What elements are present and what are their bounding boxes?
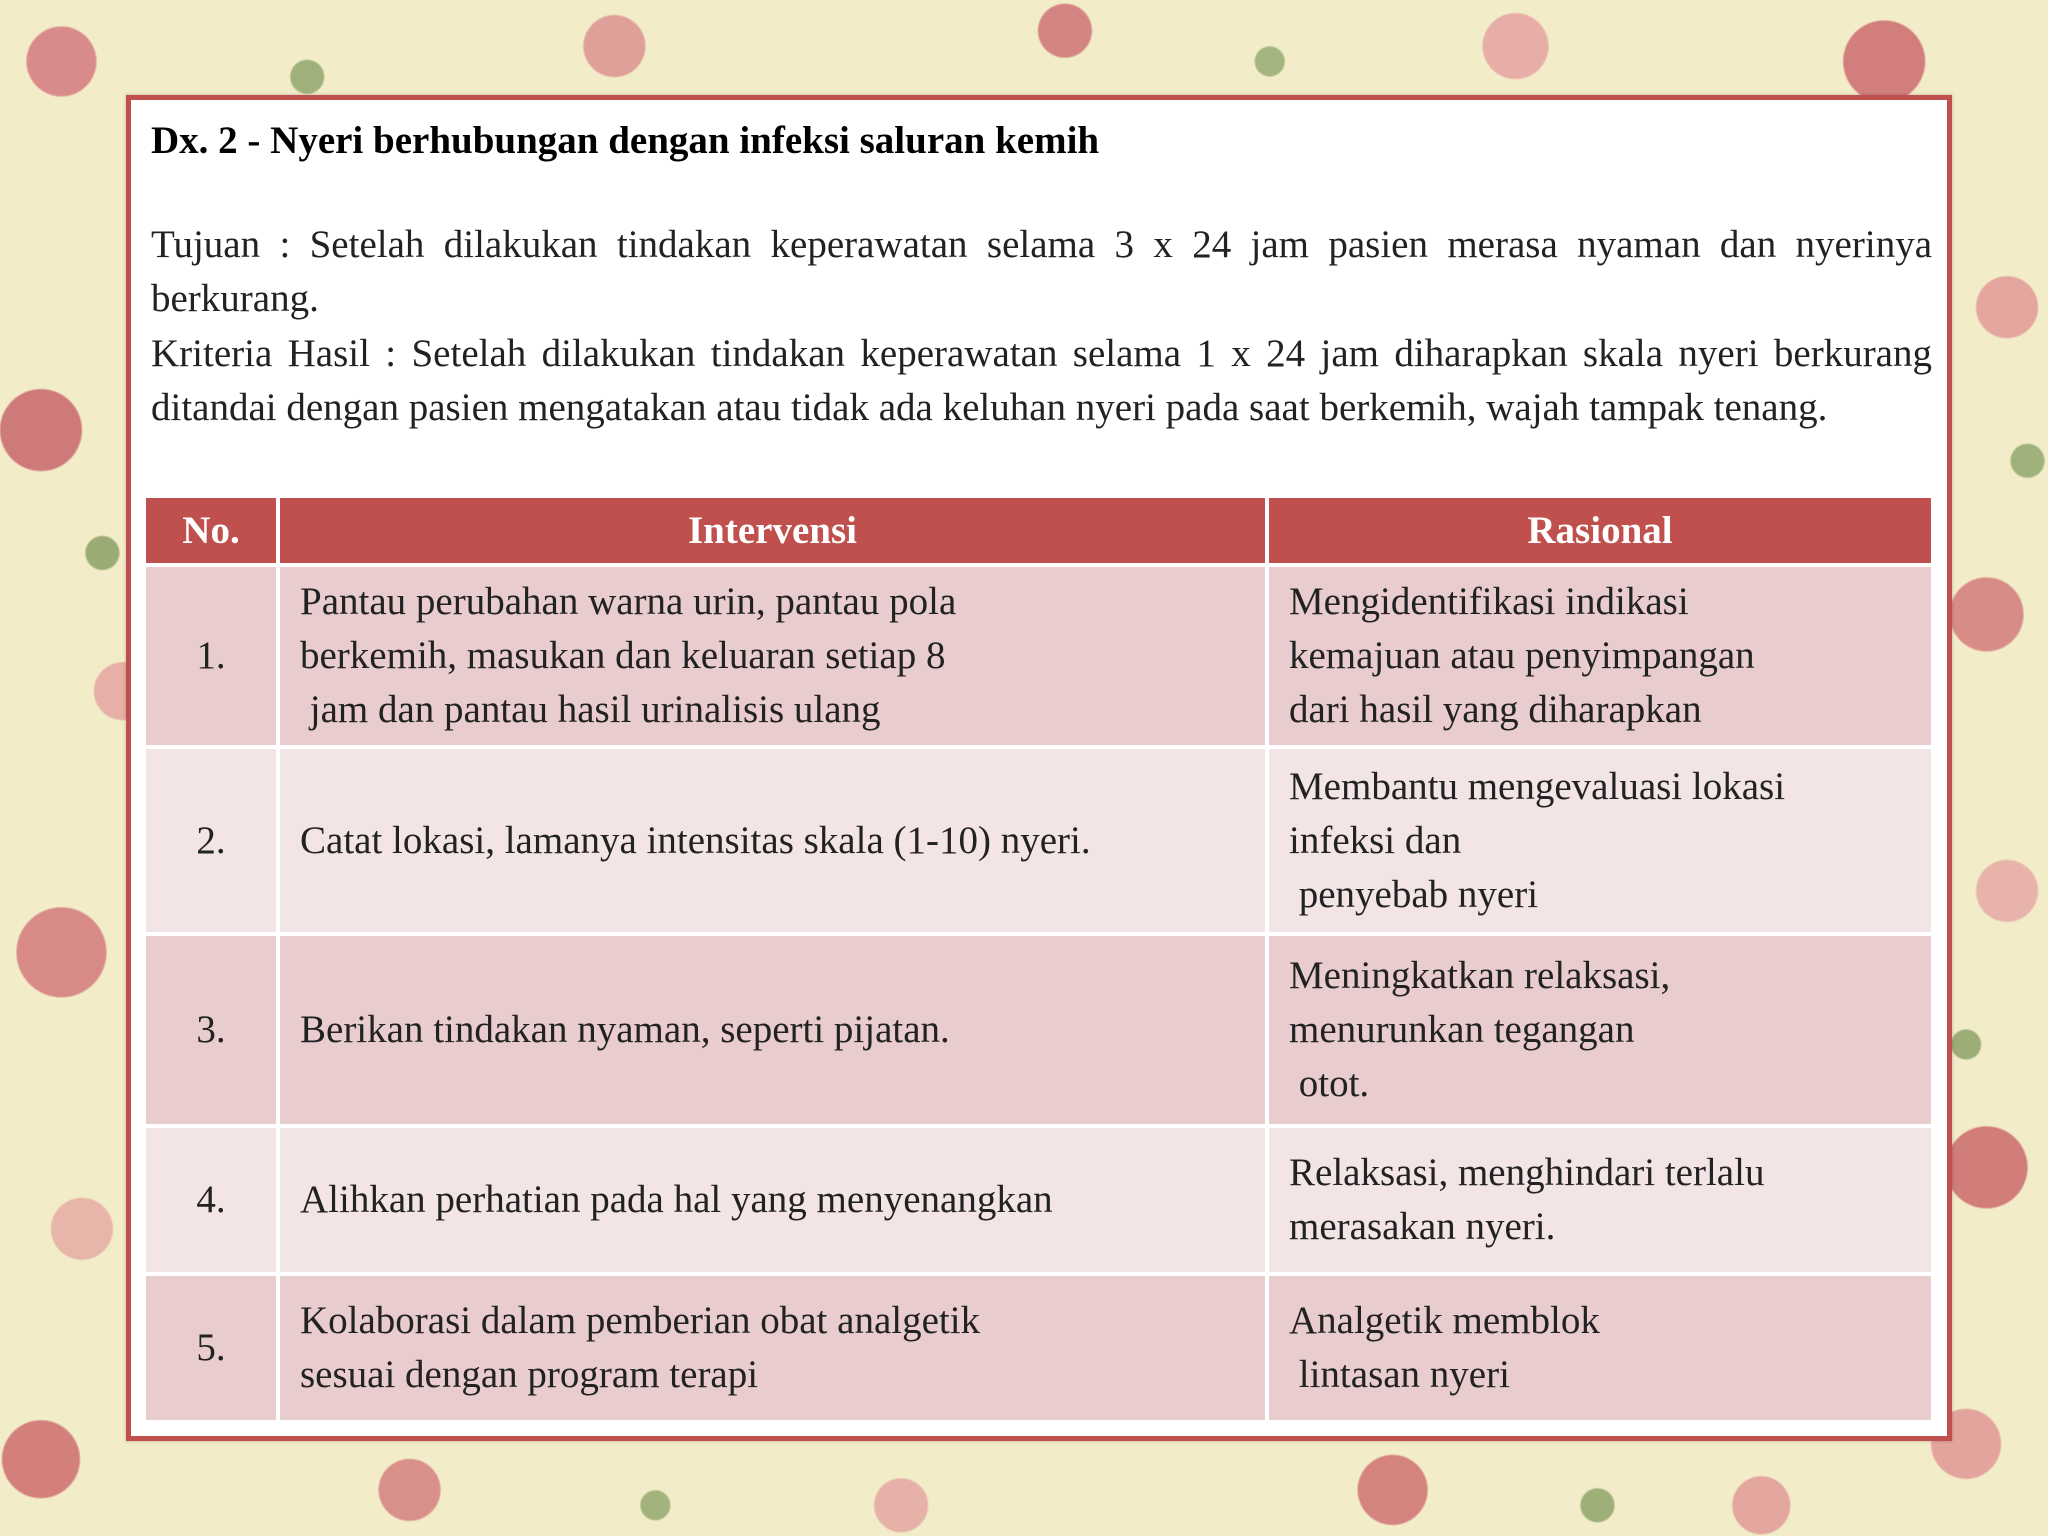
rasional-line: penyebab nyeri — [1289, 872, 1539, 916]
intervensi-line: Pantau perubahan warna urin, pantau pola — [300, 580, 957, 623]
row-number: 2. — [146, 749, 276, 932]
table-row — [146, 567, 1931, 745]
rasional-cell — [1269, 749, 1931, 932]
rasional-line: Meningkatkan relaksasi, — [1289, 954, 1671, 997]
intervention-table — [142, 494, 1935, 1424]
rasional-cell — [1269, 1276, 1931, 1420]
rasional-line: merasakan nyeri. — [1289, 1205, 1556, 1248]
rasional-line: Relaksasi, menghindari terlalu — [1289, 1151, 1765, 1194]
intervensi-cell — [280, 1128, 1265, 1272]
intervensi-line: jam dan pantau hasil urinalisis ulang — [300, 688, 881, 731]
rasional-line: infeksi dan — [1289, 818, 1462, 862]
table-header-row — [146, 498, 1931, 563]
diagnosis-title: Dx. 2 - Nyeri berhubungan dengan infeksi saluran kemih — [151, 119, 1100, 162]
rasional-line: lintasan nyeri — [1289, 1353, 1510, 1396]
intervensi-line: sesuai dengan program terapi — [300, 1353, 759, 1396]
intervensi-line: Catat lokasi, lamanya intensitas skala (1-10) nyeri. — [300, 818, 1091, 862]
rasional-line: dari hasil yang diharapkan — [1289, 688, 1702, 731]
rasional-cell — [1269, 936, 1931, 1124]
kriteria-hasil-paragraph: Kriteria Hasil : Setelah dilakukan tindakan keperawatan selama 1 x 24 jam diharapkan skala nyeri berkurang ditandai dengan pasien mengatakan atau tidak ada keluhan nyeri pada saat berkemih, wajah tampak tenang. — [151, 332, 1932, 429]
header-no: No. — [146, 498, 276, 563]
intervensi-cell — [280, 936, 1265, 1124]
rasional-line: Analgetik memblok — [1289, 1299, 1600, 1342]
row-number: 1. — [146, 567, 276, 745]
rasional-cell — [1269, 1128, 1931, 1272]
table-row — [146, 936, 1931, 1124]
table-row — [146, 1128, 1931, 1272]
rasional-line: otot. — [1289, 1062, 1370, 1105]
row-number: 4. — [146, 1128, 276, 1272]
intervensi-cell — [280, 1276, 1265, 1420]
header-intervensi: Intervensi — [280, 498, 1265, 563]
intervensi-line: Alihkan perhatian pada hal yang menyenangkan — [300, 1178, 1053, 1221]
content-card — [126, 95, 1952, 1441]
intervensi-cell — [280, 567, 1265, 745]
intervensi-line: berkemih, masukan dan keluaran setiap 8 — [300, 634, 946, 677]
rasional-line: Membantu mengevaluasi lokasi — [1289, 764, 1786, 808]
intervensi-cell — [280, 749, 1265, 932]
row-number: 5. — [146, 1276, 276, 1420]
rasional-line: menurunkan tegangan — [1289, 1008, 1635, 1051]
header-rasional: Rasional — [1269, 498, 1931, 563]
intervensi-line: Kolaborasi dalam pemberian obat analgetik — [300, 1299, 981, 1342]
intervensi-line: Berikan tindakan nyaman, seperti pijatan. — [300, 1008, 950, 1051]
table-row — [146, 749, 1931, 932]
tujuan-paragraph: Tujuan : Setelah dilakukan tindakan keperawatan selama 3 x 24 jam pasien merasa nyaman dan nyerinya berkurang. — [151, 223, 1932, 320]
table-row — [146, 1276, 1931, 1420]
rasional-cell — [1269, 567, 1931, 745]
rasional-line: kemajuan atau penyimpangan — [1289, 634, 1755, 677]
rasional-line: Mengidentifikasi indikasi — [1289, 580, 1689, 623]
row-number: 3. — [146, 936, 276, 1124]
